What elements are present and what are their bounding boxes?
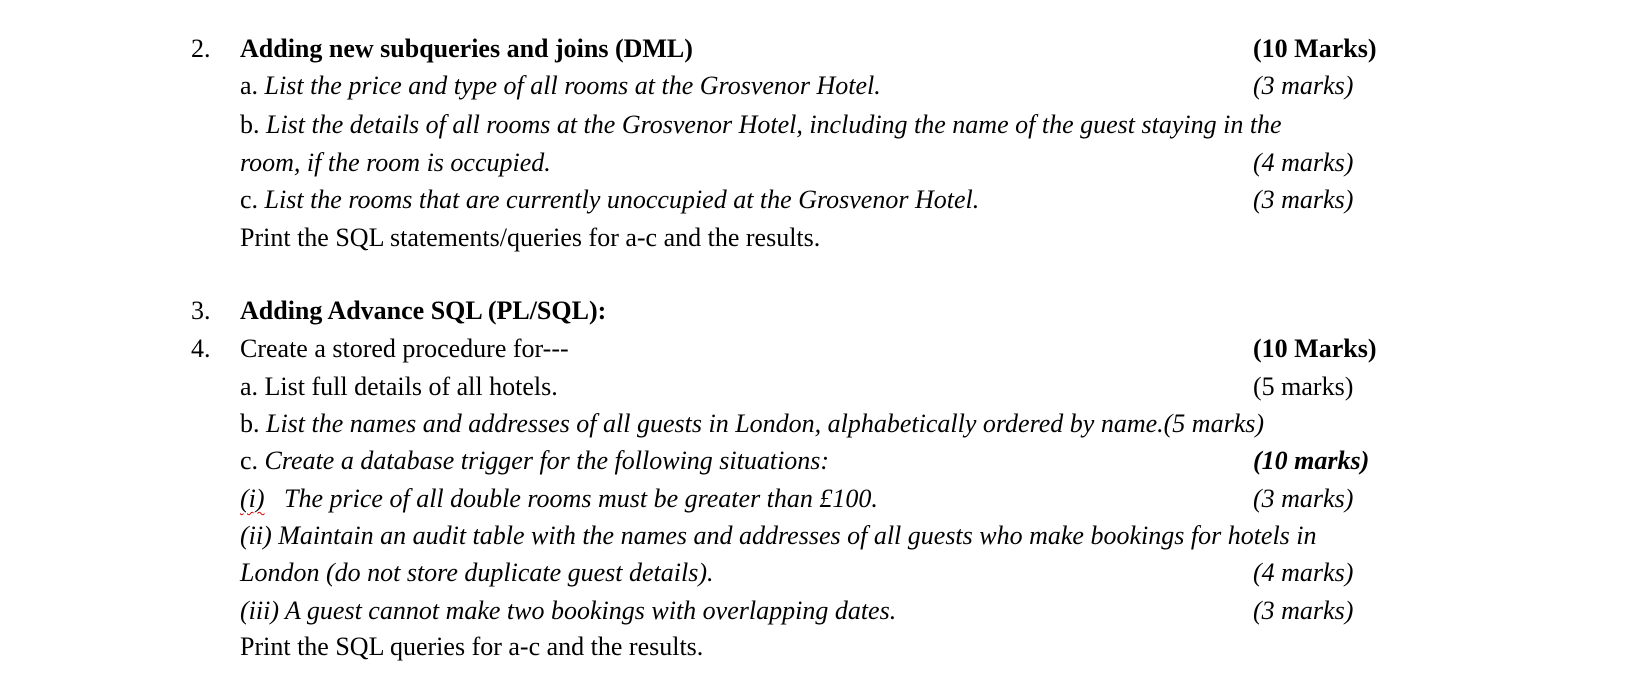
q2-a-marks: (3 marks) <box>1253 71 1354 100</box>
q2-marks: (10 Marks) <box>1253 34 1377 63</box>
q2-print-instruction: Print the SQL statements/queries for a-c and the results. <box>240 223 821 252</box>
q2-c-prefix: c. <box>240 185 259 214</box>
q3-title: Adding Advance SQL (PL/SQL): <box>240 296 607 325</box>
q2-b-prefix: b. <box>240 110 260 139</box>
q2-number: 2. <box>191 34 211 63</box>
q2-b-marks: (4 marks) <box>1253 148 1354 177</box>
q4-c-prefix: c. <box>240 446 259 475</box>
q2-a-item <box>240 71 881 101</box>
q4-b-item <box>240 409 1264 439</box>
q4-c-marks: (10 marks) <box>1253 446 1370 475</box>
q2-c-marks: (3 marks) <box>1253 185 1354 214</box>
q4-title: Create a stored procedure for--- <box>240 334 569 363</box>
q4-marks: (10 Marks) <box>1253 334 1377 363</box>
q4-iii-marks: (3 marks) <box>1253 596 1354 625</box>
q2-c-item <box>240 185 979 215</box>
q4-c-item <box>240 446 829 476</box>
q4-i-label: (i) <box>240 484 265 513</box>
q2-c-text: List the rooms that are currently unoccupied at the Grosvenor Hotel. <box>264 185 980 214</box>
q2-title: Adding new subqueries and joins (DML) <box>240 34 693 63</box>
q4-i-text: The price of all double rooms must be greater than £100. <box>284 484 878 513</box>
q4-print-instruction: Print the SQL queries for a-c and the results. <box>240 632 704 661</box>
q4-ii-text-line2: London (do not store duplicate guest details). <box>240 558 714 587</box>
q4-i-marks: (3 marks) <box>1253 484 1354 513</box>
q4-iii-text: (iii) A guest cannot make two bookings with overlapping dates. <box>240 596 897 625</box>
q2-a-text: List the price and type of all rooms at the Grosvenor Hotel. <box>264 71 881 100</box>
q4-number: 4. <box>191 334 211 363</box>
q4-ii-text-line1: (ii) Maintain an audit table with the names and addresses of all guests who make bookings for hotels in <box>240 521 1317 550</box>
q2-a-prefix: a. <box>240 71 259 100</box>
q4-b-prefix: b. <box>240 409 260 438</box>
q2-b-item <box>240 110 1282 140</box>
q4-ii-marks: (4 marks) <box>1253 558 1354 587</box>
q4-c-text: Create a database trigger for the following situations: <box>264 446 830 475</box>
q4-a-item <box>240 372 558 402</box>
q2-b-text-line2: room, if the room is occupied. <box>240 148 551 177</box>
q4-a-text: List full details of all hotels. <box>264 372 558 401</box>
q4-a-marks: (5 marks) <box>1253 372 1354 401</box>
q3-number: 3. <box>191 296 211 325</box>
q4-b-text: List the names and addresses of all guests in London, alphabetically ordered by name.(5 marks) <box>266 409 1265 438</box>
q4-i-item <box>240 484 878 514</box>
q4-a-prefix: a. <box>240 372 259 401</box>
q2-b-text-line1: List the details of all rooms at the Grosvenor Hotel, including the name of the guest staying in the <box>266 110 1282 139</box>
